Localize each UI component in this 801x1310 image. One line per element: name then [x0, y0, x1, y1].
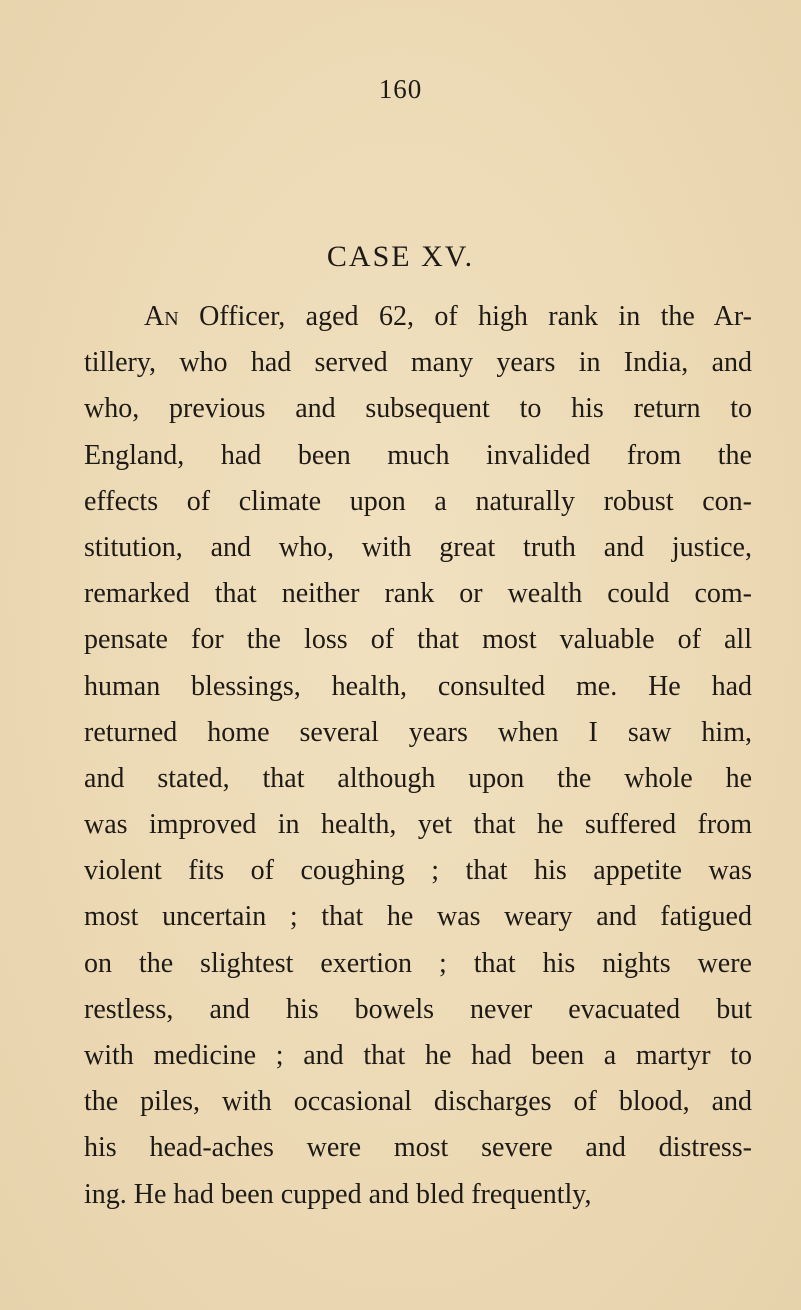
paragraph-line: effects of climate upon a naturally robust con-: [84, 485, 752, 517]
case-heading: CASE XV.: [326, 240, 475, 273]
paragraph-line: the piles, with occasional discharges of blood, and: [84, 1086, 752, 1118]
paragraph-line: returned home several years when I saw him,: [84, 716, 752, 748]
paragraph-line: who, previous and subsequent to his return to: [84, 393, 752, 425]
opening-word: An: [144, 301, 179, 332]
paragraph-line: ing. He had been cupped and bled frequently,: [84, 1178, 592, 1210]
paragraph-line: pensate for the loss of that most valuable of all: [84, 624, 752, 656]
paragraph-line: remarked that neither rank or wealth could com-: [84, 578, 752, 610]
paragraph-line-text: Officer, aged 62, of high rank in the Ar-: [199, 301, 752, 332]
paragraph-line: his head-aches were most severe and distress-: [84, 1132, 752, 1164]
paragraph-line: with medicine ; and that he had been a martyr to: [84, 1040, 752, 1071]
paragraph-line: was improved in health, yet that he suffered from: [84, 809, 752, 841]
paragraph-line: [84, 294, 752, 340]
paragraph-line: human blessings, health, consulted me. He had: [84, 670, 752, 702]
paragraph-line: stitution, and who, with great truth and justice,: [84, 531, 752, 563]
page-number: 160: [378, 74, 423, 104]
case-paragraph: [84, 294, 752, 1218]
paragraph-line: restless, and his bowels never evacuated but: [84, 993, 752, 1025]
paragraph-line: on the slightest exertion ; that his nights were: [84, 947, 752, 979]
paragraph-line: violent fits of coughing ; that his appetite was: [84, 855, 752, 887]
paragraph-line: and stated, that although upon the whole he: [84, 762, 752, 794]
paragraph-line: most uncertain ; that he was weary and fatigued: [84, 901, 752, 933]
paragraph-line: England, had been much invalided from the: [84, 439, 752, 471]
paragraph-line: tillery, who had served many years in India, and: [84, 347, 752, 379]
